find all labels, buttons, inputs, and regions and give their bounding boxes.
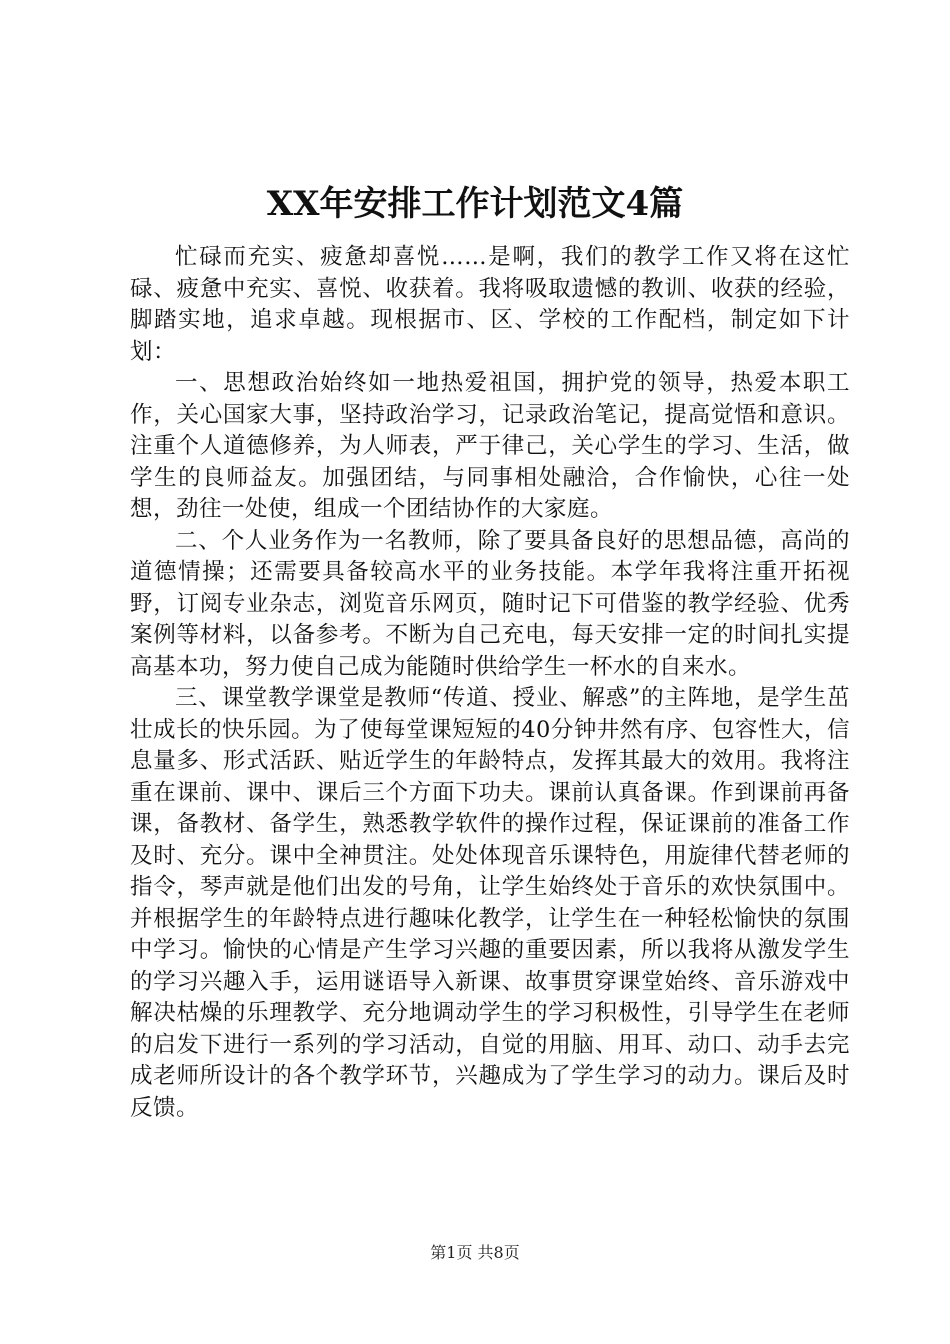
document-title: XX年安排工作计划范文4篇: [266, 184, 684, 224]
paragraph-political-thought: 一、思想政治始终如一地热爱祖国，拥护党的领导，热爱本职工作，关心国家大事，坚持政治学习，记录政治笔记，提高觉悟和意识。注重个人道德修养，为人师表，严于律己，关心学生的学习、生活，做学生的良师益友。加强团结，与同事相处融洽，合作愉快，心往一处想，劲往一处使，组成一个团结协作的大家庭。: [130, 370, 850, 522]
page-number-footer: 第1页 共8页: [430, 1243, 520, 1262]
paragraph-personal-work: 二、个人业务作为一名教师，除了要具备良好的思想品德，高尚的道德情操；还需要具备较高水平的业务技能。本学年我将注重开拓视野，订阅专业杂志，浏览音乐网页，随时记下可借鉴的教学经验、优秀案例等材料，以备参考。不断为自己充电，每天安排一定的时间扎实提高基本功，努力使自己成为能随时供给学生一杯水的自来水。: [130, 527, 850, 680]
paragraph-intro: 忙碌而充实、疲惫却喜悦……是啊，我们的教学工作又将在这忙碌、疲惫中充实、喜悦、收获着。我将吸取遗憾的教训、收获的经验，脚踏实地，追求卓越。现根据市、区、学校的工作配档，制定如下计划：: [130, 244, 850, 365]
document-body: [130, 242, 850, 1124]
paragraph-classroom-teaching: 三、课堂教学课堂是教师“传道、授业、解惑”的主阵地，是学生茁壮成长的快乐园。为了使每堂课短短的40分钟井然有序、包容性大，信息量多、形式活跃、贴近学生的年龄特点，发挥其最大的效用。我将注重在课前、课中、课后三个方面下功夫。课前认真备课。作到课前再备课，备教材、备学生，熟悉教学软件的操作过程，保证课前的准备工作及时、充分。课中全神贯注。处处体现音乐课特色，用旋律代替老师的指令，琴声就是他们出发的号角，让学生始终处于音乐的欢快氛围中。并根据学生的年龄特点进行趣味化教学，让学生在一种轻松愉快的氛围中学习。愉快的心情是产生学习兴趣的重要因素，所以我将从激发学生的学习兴趣入手，运用谜语导入新课、故事贯穿课堂始终、音乐游戏中解决枯燥的乐理教学、充分地调动学生的学习积极性，引导学生在老师的启发下进行一系列的学习活动，自觉的用脑、用耳、动口、动手去完成老师所设计的各个教学环节，兴趣成为了学生学习的动力。课后及时反馈。: [130, 685, 850, 1121]
